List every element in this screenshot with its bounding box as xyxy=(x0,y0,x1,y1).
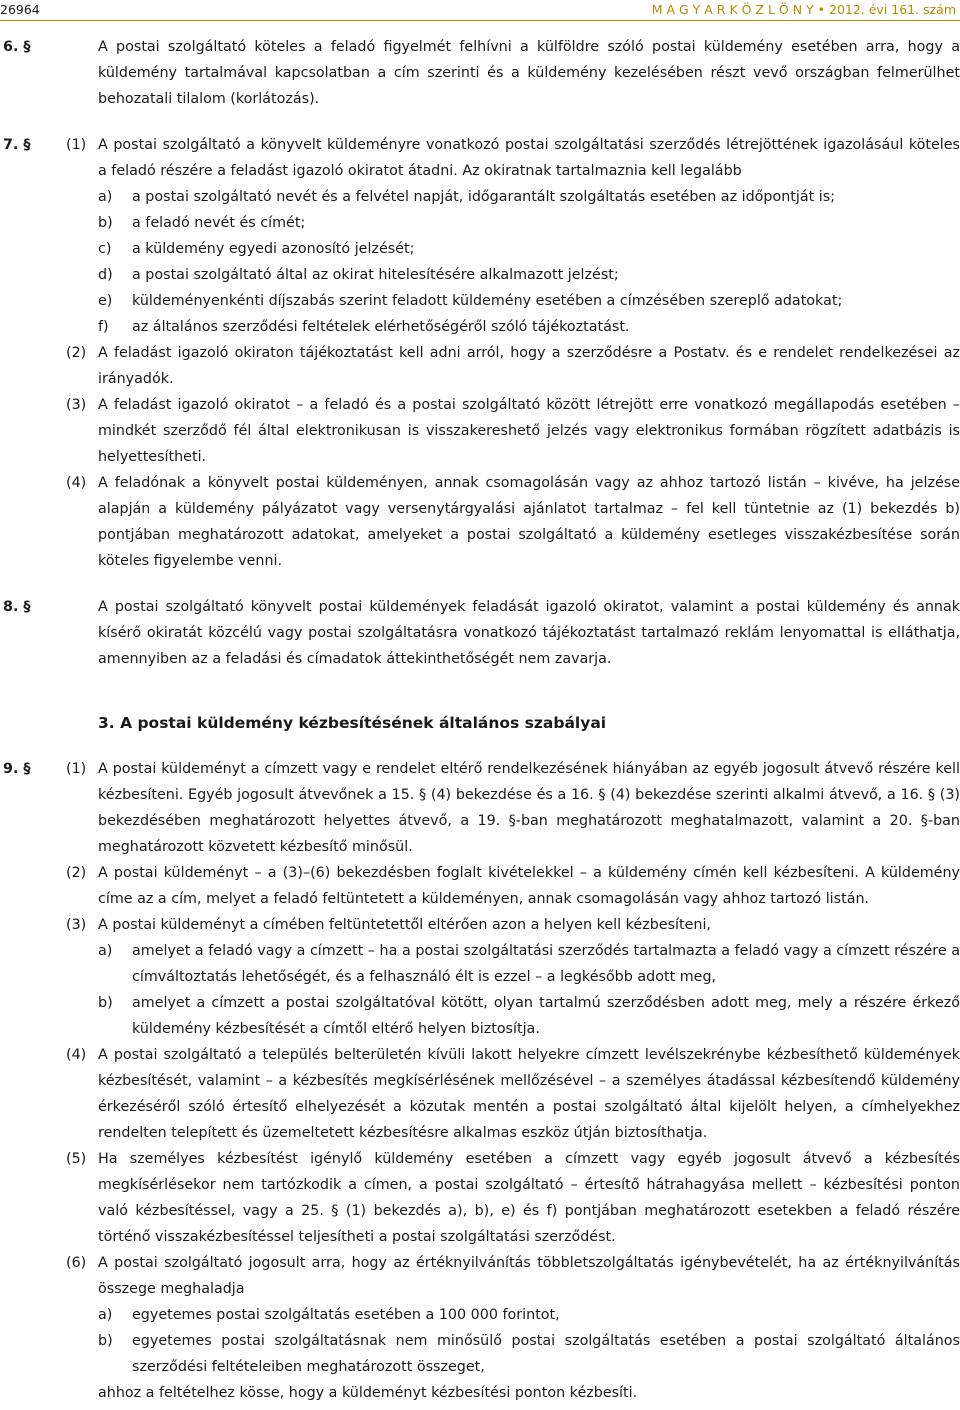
subsection xyxy=(66,470,960,574)
subsection xyxy=(66,132,960,340)
item-text: a postai szolgáltató által az okirat hitelesítésére alkalmazott jelzést; xyxy=(132,267,619,283)
subsection xyxy=(66,1042,960,1146)
item-label: b) xyxy=(98,215,113,231)
item-label: d) xyxy=(98,267,113,283)
list-item xyxy=(98,288,960,314)
subsection-text: A feladást igazoló okiraton tájékoztatást kell adni arról, hogy a szerződésre a Postatv. és e rendelet rendelkezései az irányadók. xyxy=(98,345,960,387)
subsection-label: (4) xyxy=(66,1047,87,1063)
list-item xyxy=(98,938,960,990)
subsection xyxy=(66,912,960,1042)
section-text: A postai szolgáltató köteles a feladó figyelmét felhívni a külföldre szóló postai küldemény esetében arra, hogy a küldemény tartalmával kapcsolatban a cím szerinti és a küldemény kezelésében részt vevő országban felmerülhet behozatali tilalom (korlátozás). xyxy=(98,39,960,107)
subsection-label: (2) xyxy=(66,345,87,361)
subsection-label: (3) xyxy=(66,397,87,413)
item-label: b) xyxy=(98,995,113,1011)
subsection-label: (5) xyxy=(66,1151,87,1167)
subsection-label: (1) xyxy=(66,137,87,153)
item-label: f) xyxy=(98,319,109,335)
subsection-label: (6) xyxy=(66,1255,87,1271)
list-item xyxy=(98,262,960,288)
section-text: A postai szolgáltató könyvelt postai küldemények feladását igazoló okiratot, valamint a postai küldemény és annak kísérő okiratát közcélú vagy postai szolgáltatásra vonatkozó tájékoztatást tartalmazó reklám lenyomattal is elláthatja, amennyiben az a feladási és címadatok áttekinthetőségét nem zavarja. xyxy=(98,599,960,667)
subsection xyxy=(66,1146,960,1250)
item-text: az általános szerződési feltételek elérhetőségéről szóló tájékoztatást. xyxy=(132,319,630,335)
document-body xyxy=(0,34,960,1406)
item-text: egyetemes postai szolgáltatás esetében a 100 000 forintot, xyxy=(132,1307,560,1323)
item-text: amelyet a címzett a postai szolgáltatóval kötött, olyan tartalmú szerződésben adott meg, mely a részére érkező küldemény kézbesítését a címtől eltérő helyen biztosítja. xyxy=(132,995,960,1037)
item-text: küldeményenkénti díjszabás szerint feladott küldemény esetében a címzésében szereplő adatokat; xyxy=(132,293,843,309)
item-label: a) xyxy=(98,189,113,205)
subsection-text: Ha személyes kézbesítést igénylő küldemény esetében a címzett vagy egyéb jogosult átvevő a kézbesítés megkísérlésekor nem tartózkodik a címen, a postai szolgáltató – értesítő hátrahagyása mellett – kézbesítési ponton való kézbesítéssel, vagy a 25. § (1) bekezdés a), b), e) és f) pontjában meghatározott esetekben a feladó részére történő visszakézbesítéssel teljesítheti a postai szolgáltatási szerződést. xyxy=(98,1151,960,1245)
page-number: 26964 xyxy=(0,2,40,17)
subsection xyxy=(66,340,960,392)
page-header xyxy=(0,0,960,22)
section-8 xyxy=(0,594,960,672)
closing-text: ahhoz a feltételhez kösse, hogy a küldeményt kézbesítési ponton kézbesíti. xyxy=(98,1385,638,1401)
publication-title: M A G Y A R K Ö Z L Ö N Y • 2012. évi 161. szám xyxy=(651,2,956,17)
item-label: c) xyxy=(98,241,112,257)
section-number: 9. § xyxy=(3,761,31,777)
section-number: 6. § xyxy=(3,39,31,55)
item-text: a feladó nevét és címét; xyxy=(132,215,306,231)
item-text: a postai szolgáltató nevét és a felvétel napját, időgarantált szolgáltatás esetében az időpontját is; xyxy=(132,189,836,205)
list-item xyxy=(98,210,960,236)
section-9 xyxy=(0,756,960,1406)
subsection-text: A postai szolgáltató a könyvelt küldeményre vonatkozó postai szolgáltatási szerződés létrejöttének igazolásául köteles a feladó részére a feladást igazoló okiratot átadni. Az okiratnak tartalmaznia kell legalább xyxy=(98,137,960,179)
section-7 xyxy=(0,132,960,574)
subsection-label: (4) xyxy=(66,475,87,491)
item-text: a küldemény egyedi azonosító jelzését; xyxy=(132,241,415,257)
item-label: a) xyxy=(98,1307,113,1323)
list-item xyxy=(98,184,960,210)
subsection-text: A feladást igazoló okiratot – a feladó és a postai szolgáltató között létrejött erre vonatkozó megállapodás esetében – mindkét szerződő fél által elektronikusan is visszakereshető jelzés vagy elektronikus formában rögzített adatbázis is helyettesítheti. xyxy=(98,397,960,465)
list-item xyxy=(98,1302,960,1328)
item-text: egyetemes postai szolgáltatásnak nem minősülő postai szolgáltatás esetében a postai szolgáltató általános szerződési feltételeiben meghatározott összeget, xyxy=(132,1333,960,1375)
subsection xyxy=(66,860,960,912)
header-divider xyxy=(0,20,960,21)
item-label: e) xyxy=(98,293,113,309)
subsection xyxy=(66,756,960,860)
section-number: 7. § xyxy=(3,137,31,153)
subsection-text: A postai szolgáltató jogosult arra, hogy az értéknyilvánítás többletszolgáltatás igénybevételét, ha az értéknyilvánítás összege meghaladja xyxy=(98,1255,960,1297)
subsection-label: (2) xyxy=(66,865,87,881)
subsection-label: (1) xyxy=(66,761,87,777)
list-item xyxy=(98,990,960,1042)
subsection-text: A feladónak a könyvelt postai küldeményen, annak csomagolásán vagy az ahhoz tartozó listán – kivéve, ha jelzése alapján a küldemény pályázatot vagy versenytárgyalási ajánlatot tartalmaz – fel kell tüntetnie az (1) bekezdés b) pontjában meghatározott adatokat, amelyeket a postai szolgáltató a küldemény esetleges visszakézbesítése során köteles figyelembe venni. xyxy=(98,475,960,569)
subsection-label: (3) xyxy=(66,917,87,933)
section-number: 8. § xyxy=(3,599,31,615)
item-label: a) xyxy=(98,943,113,959)
subsection-text: A postai szolgáltató a település belterületén kívüli lakott helyekre címzett levélszekrénybe kézbesíthető küldemények kézbesítését, valamint – a kézbesítés megkísérlésének mellőzésével – a személyes átadással kézbesítendő küldemény érkezéséről szóló értesítő elhelyezését a közutak mentén a postai szolgáltató által kijelölt helyen, a címhelyekhez rendelten telepített és üzemeltetett kézbesítésre alkalmas eszköz útján biztosíthatja. xyxy=(98,1047,960,1141)
list-item xyxy=(98,236,960,262)
subsection-text: A postai küldeményt a címzett vagy e rendelet eltérő rendelkezésének hiányában az egyéb jogosult átvevő részére kell kézbesíteni. Egyéb jogosult átvevőnek a 15. § (4) bekezdése és a 16. § (4) bekezdése szerinti alkalmi átvevő, a 16. § (3) bekezdésében meghatározott helyettes átvevő, a 19. §-ban meghatározott meghatalmazott, valamint a 20. §-ban meghatározott közvetett kézbesítő minősül. xyxy=(98,761,960,855)
item-label: b) xyxy=(98,1333,113,1349)
subsection-text: A postai küldeményt – a (3)–(6) bekezdésben foglalt kivételekkel – a küldemény címén kell kézbesíteni. A küldemény címe az a cím, melyet a feladó feltüntetett a küldeményen, annak csomagolásán vagy ahhoz tartozó listán. xyxy=(98,865,960,907)
list-item xyxy=(98,1328,960,1380)
subsection-text: A postai küldeményt a címében feltüntetettől eltérően azon a helyen kell kézbesíteni, xyxy=(98,917,711,933)
subsection xyxy=(66,392,960,470)
subsection xyxy=(66,1250,960,1380)
section-6 xyxy=(0,34,960,112)
item-text: amelyet a feladó vagy a címzett – ha a postai szolgáltatási szerződés tartalmazta a feladó vagy a címzett részére a címváltoztatás lehetőségét, és a felhasználó élt is ezzel – a legkésőbb adott meg, xyxy=(132,943,960,985)
list-item xyxy=(98,314,960,340)
section-heading: 3. A postai küldemény kézbesítésének általános szabályai xyxy=(98,714,607,732)
